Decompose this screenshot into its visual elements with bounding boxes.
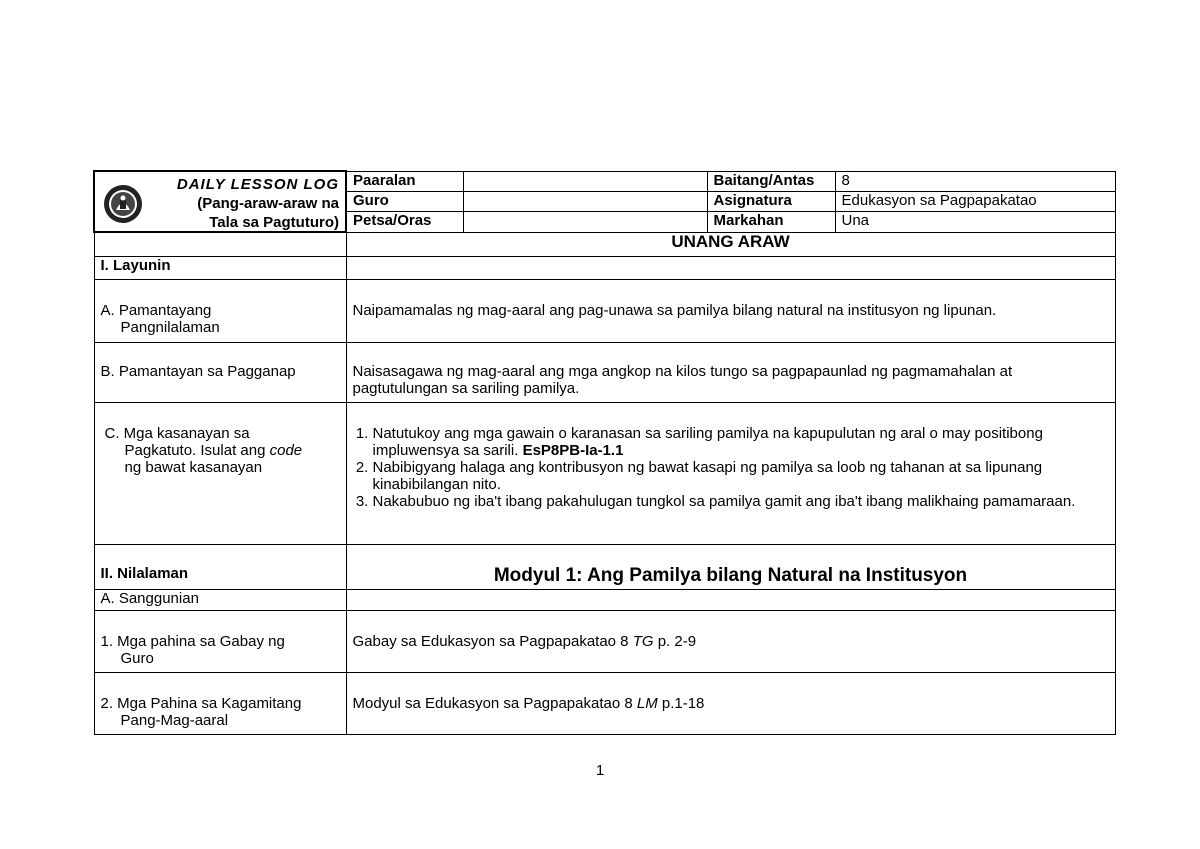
header-title-cell [94,171,346,232]
modyul-cell [346,544,1115,589]
daily-lesson-log-table [93,170,1116,735]
document-subtitle-line2: Tala sa Pagtuturo) [209,214,339,231]
kagamitan-value: Modyul sa Edukasyon sa Pagpapakatao 8 LM p.1-18 [346,672,1115,734]
petsa-label: Petsa/Oras [346,211,463,232]
objectives-list [353,425,1095,510]
asignatura-value: Edukasyon sa Pagpapakatao [835,191,1115,211]
markahan-value: Una [835,211,1115,232]
pamantayang-label [94,279,346,342]
baitang-value: 8 [835,171,1115,191]
petsa-value [463,211,707,232]
kasanayan-label [94,402,346,544]
sanggunian-heading: A. Sanggunian [94,589,346,610]
competency-code: EsP8PB-Ia-1.1 [522,441,624,459]
guro-label: Guro [346,191,463,211]
kasanayan-label-line3: ng bawat kasanayan [124,458,263,476]
objectives-cell [346,402,1115,544]
gabay-label-line1: 1. Mga pahina sa Gabay ng [100,632,285,650]
kagamitan-label-line2: Pang-Mag-aaral [120,711,229,729]
kasanayan-label-line1: C. Mga kasanayan sa [104,424,250,442]
baitang-label: Baitang/Antas [707,171,835,191]
guro-value [463,191,707,211]
asignatura-label: Asignatura [707,191,835,211]
gabay-label [94,610,346,672]
pagganap-label: B. Pamantayan sa Pagganap [94,342,346,402]
modyul-title: Modyul 1: Ang Pamilya bilang Natural na Institusyon [493,564,968,586]
kagamitan-label-line1: 2. Mga Pahina sa Kagamitang [100,694,302,712]
pamantayang-label-line2: Pangnilalaman [120,318,220,336]
kasanayan-label-line2: Pagkatuto. Isulat ang [124,441,270,459]
nilalaman-heading: II. Nilalaman [94,544,346,589]
kagamitan-label [94,672,346,734]
seal-logo-icon [103,184,143,224]
blank-cell [94,232,346,256]
pagganap-value: Naisasagawa ng mag-aaral ang mga angkop na kilos tungo sa pagpapaunlad ng pagmamahalan at pagtutulungan sa sariling pamilya. [346,342,1115,402]
gabay-label-line2: Guro [120,649,154,667]
pamantayang-label-line1: A. Pamantayang [100,301,212,319]
objective-item: 1. Natutukoy ang mga gawain o karanasan sa sariling pamilya na kapupulutan ng aral o may positibong impluwensya sa sarili. EsP8PB-Ia-1.1 [373,425,1095,459]
objective-item: 2. Nabibigyang halaga ang kontribusyon ng bawat kasapi ng pamilya sa loob ng tahanan at sa lipunang kinabibilangan nito. [373,459,1095,493]
kasanayan-label-code: code [269,441,303,459]
markahan-label: Markahan [707,211,835,232]
layunin-heading: I. Layunin [94,256,346,279]
document-subtitle-line1: (Pang-araw-araw na [197,195,339,212]
pamantayang-value: Naipamamalas ng mag-aaral ang pag-unawa sa pamilya bilang natural na institusyon ng lipunan. [346,279,1115,342]
objective-item: 3. Nakabubuo ng iba't ibang pakahulugan tungkol sa pamilya gamit ang iba't ibang malikhaing pamamaraan. [373,493,1095,510]
paaralan-label: Paaralan [346,171,463,191]
layunin-value [346,256,1115,279]
page-number: 1 [595,762,605,779]
document-title: DAILY LESSON LOG [176,176,339,193]
paaralan-value [463,171,707,191]
sanggunian-value [346,589,1115,610]
day-title: UNANG ARAW [346,232,1115,256]
gabay-value: Gabay sa Edukasyon sa Pagpapakatao 8 TG p. 2-9 [346,610,1115,672]
